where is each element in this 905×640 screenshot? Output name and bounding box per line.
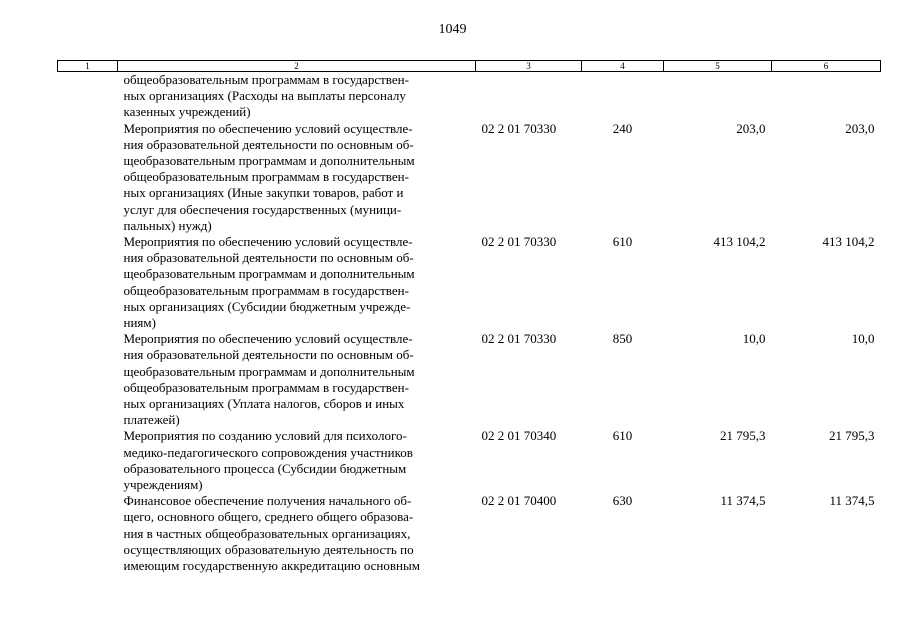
row-number-cell: [58, 428, 118, 493]
expense-description-cell: [118, 72, 476, 121]
expense-description-line: платежей): [123, 412, 180, 428]
amount-year2-cell: 203,0: [845, 120, 875, 136]
expense-description-line: пальных) нужд): [123, 217, 212, 233]
expense-description-line: казенных учреждений): [123, 104, 251, 120]
expense-description-line: общеобразовательным программам в государствен-: [123, 169, 409, 185]
target-article-code-cell: 02 2 01 70330: [481, 120, 557, 136]
column-number-header: 5: [664, 61, 772, 72]
expense-description-line: имеющим государственную аккредитацию основным: [123, 558, 420, 574]
expense-type-cell: 610: [612, 428, 633, 444]
row-number-cell: [58, 121, 118, 234]
column-number-header: 2: [118, 61, 476, 72]
target-article-code-cell: 02 2 01 70340: [481, 428, 557, 444]
expense-description-line: Мероприятия по обеспечению условий осуществле-: [123, 234, 413, 250]
expense-description-cell: [118, 331, 476, 428]
amount-year1-cell: [664, 72, 772, 121]
expense-description-line: образовательного процесса (Субсидии бюджетным: [123, 460, 407, 476]
row-number-cell: [58, 331, 118, 428]
column-number-header: 3: [476, 61, 582, 72]
expense-description-line: осуществляющих образовательную деятельность по: [123, 541, 414, 557]
column-number-header: 1: [58, 61, 118, 72]
expense-description-line: ния образовательной деятельности по основным об-: [123, 136, 414, 152]
target-article-code-cell: [476, 72, 582, 121]
expense-description-line: ния в частных общеобразовательных организациях,: [123, 525, 411, 541]
expense-description-line: общеобразовательным программам в государствен-: [123, 379, 409, 395]
page-number: 1049: [438, 22, 467, 37]
expense-description-line: услуг для обеспечения государственных (муници-: [123, 201, 402, 217]
expense-description-line: ных организациях (Расходы на выплаты персоналу: [123, 88, 406, 104]
budget-table: [57, 60, 881, 574]
table-row: [58, 234, 881, 331]
expense-description-line: ниям): [123, 315, 156, 331]
target-article-code-cell: 02 2 01 70330: [481, 234, 557, 250]
expense-description-line: учреждениям): [123, 477, 203, 493]
expense-description-line: общеобразовательным программам в государствен-: [123, 282, 409, 298]
expense-description-line: ных организациях (Уплата налогов, сборов и иных: [123, 396, 405, 412]
row-number-cell: [58, 493, 118, 574]
expense-description-line: щеобразовательным программам и дополнительным: [123, 363, 415, 379]
expense-description-line: Финансовое обеспечение получения начального об-: [123, 493, 412, 509]
table-row: [58, 72, 881, 121]
table-row: [58, 121, 881, 234]
expense-description-line: ния образовательной деятельности по основным об-: [123, 250, 414, 266]
target-article-code-cell: 02 2 01 70400: [481, 493, 557, 509]
expense-description-line: щего, основного общего, среднего общего образова-: [123, 509, 414, 525]
expense-type-cell: 240: [612, 120, 633, 136]
amount-year2-cell: [772, 72, 881, 121]
expense-type-cell: 630: [612, 493, 633, 509]
expense-description-line: ных организациях (Иные закупки товаров, работ и: [123, 185, 404, 201]
amount-year1-cell: 10,0: [742, 331, 766, 347]
expense-description-cell: [118, 121, 476, 234]
expense-description-line: щеобразовательным программам и дополнительным: [123, 153, 415, 169]
expense-type-cell: 610: [612, 234, 633, 250]
amount-year1-cell: 21 795,3: [720, 428, 766, 444]
expense-description-line: ных организациях (Субсидии бюджетным учрежде-: [123, 298, 411, 314]
expense-description-cell: [118, 428, 476, 493]
amount-year1-cell: 413 104,2: [713, 234, 766, 250]
expense-description-line: Мероприятия по обеспечению условий осуществле-: [123, 331, 413, 347]
expense-description-cell: [118, 493, 476, 574]
row-number-cell: [58, 72, 118, 121]
expense-description-line: Мероприятия по созданию условий для психолого-: [123, 428, 407, 444]
expense-type-cell: 850: [612, 331, 633, 347]
expense-description-cell: [118, 234, 476, 331]
amount-year2-cell: 10,0: [851, 331, 875, 347]
expense-description-line: медико-педагогического сопровождения участников: [123, 444, 413, 460]
expense-description-line: щеобразовательным программам и дополнительным: [123, 266, 415, 282]
column-number-header: 6: [772, 61, 881, 72]
amount-year2-cell: 21 795,3: [829, 428, 875, 444]
table-row: [58, 428, 881, 493]
amount-year2-cell: 413 104,2: [822, 234, 875, 250]
expense-description-line: ния образовательной деятельности по основным об-: [123, 347, 414, 363]
amount-year2-cell: 11 374,5: [829, 493, 875, 509]
expense-description-line: Мероприятия по обеспечению условий осуществле-: [123, 120, 413, 136]
column-number-header: 4: [582, 61, 664, 72]
table-row: [58, 493, 881, 574]
expense-description-line: общеобразовательным программам в государствен-: [123, 72, 409, 87]
target-article-code-cell: 02 2 01 70330: [481, 331, 557, 347]
amount-year1-cell: 11 374,5: [720, 493, 766, 509]
amount-year1-cell: 203,0: [736, 120, 766, 136]
column-number-header-row: [58, 61, 881, 72]
table-row: [58, 331, 881, 428]
row-number-cell: [58, 234, 118, 331]
expense-type-cell: [582, 72, 664, 121]
